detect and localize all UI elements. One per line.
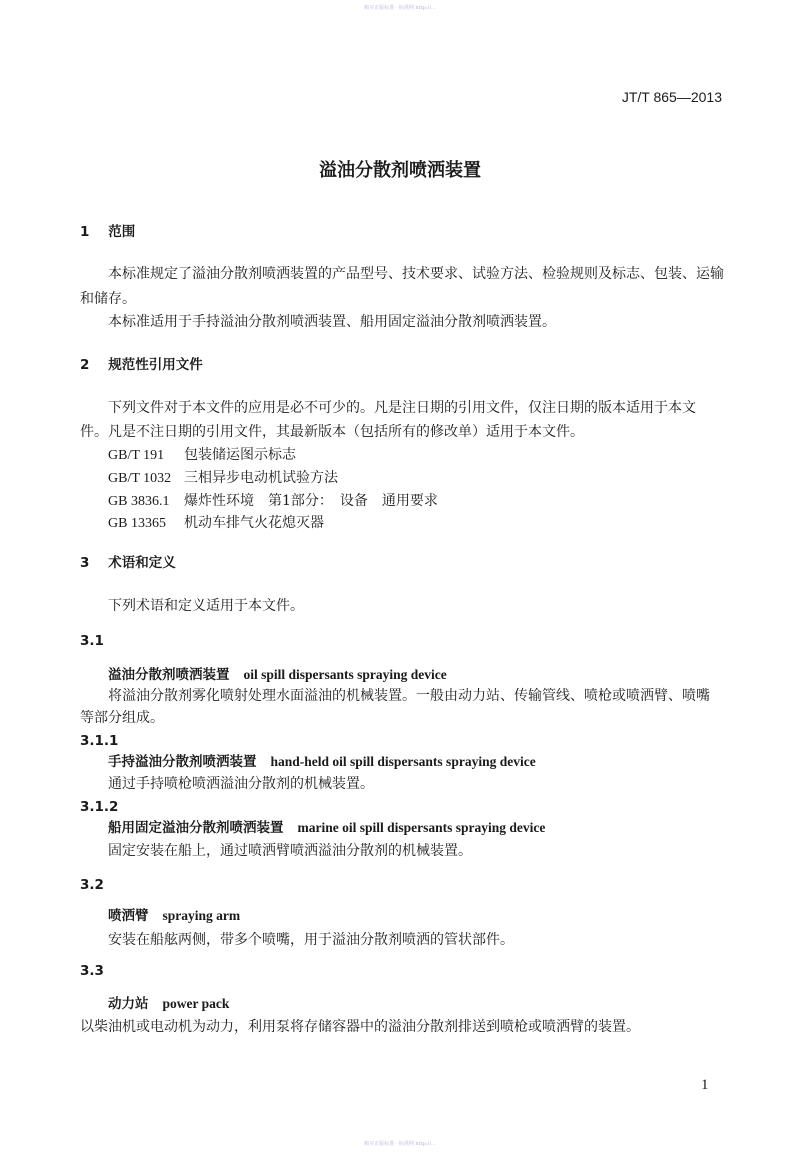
term-number: 3.1.2: [80, 799, 119, 815]
term-number: 3.3: [80, 963, 104, 979]
document-title: 溢油分散剂喷洒装置: [319, 160, 481, 181]
watermark-top: 购买正版标准 · 标准网 http://…: [364, 5, 436, 11]
term-title: 动力站 power pack: [108, 996, 230, 1012]
term-number: 3.1: [80, 633, 104, 649]
term-definition: 安装在船舷两侧，带多个喷嘴，用于溢油分散剂喷洒的管状部件。: [108, 932, 514, 948]
paragraph: 下列术语和定义适用于本文件。: [108, 598, 304, 614]
term-title: 溢油分散剂喷洒装置 oil spill dispersants spraying device: [108, 667, 447, 683]
paragraph: 下列文件对于本文件的应用是必不可少的。凡是注日期的引用文件，仅注日期的版本适用于本文: [108, 400, 696, 416]
paragraph: 本标准适用于手持溢油分散剂喷洒装置、船用固定溢油分散剂喷洒装置。: [108, 314, 556, 330]
term-title: 喷洒臂 spraying arm: [108, 908, 241, 924]
term-definition: 将溢油分散剂雾化喷射处理水面溢油的机械装置。一般由动力站、传输管线、喷枪或喷洒臂、喷嘴: [108, 688, 710, 704]
paragraph: 本标准规定了溢油分散剂喷洒装置的产品型号、技术要求、试验方法、检验规则及标志、包装、运输: [108, 266, 724, 282]
term-number: 3.2: [80, 877, 104, 893]
section-1-heading: 1 范围: [80, 224, 136, 240]
term-definition: 等部分组成。: [80, 710, 164, 726]
term-number: 3.1.1: [80, 733, 119, 749]
reference-item: GB/T 191 包装储运图示标志: [108, 447, 296, 463]
paragraph: 件。凡是不注日期的引用文件，其最新版本（包括所有的修改单）适用于本文件。: [80, 424, 584, 440]
reference-item: GB 13365 机动车排气火花熄灭器: [108, 515, 324, 531]
term-title: 船用固定溢油分散剂喷洒装置 marine oil spill dispersants spraying device: [108, 820, 546, 836]
watermark-bottom: 购买正版标准 · 标准网 http://…: [364, 1141, 436, 1147]
term-definition: 固定安装在船上，通过喷洒臂喷洒溢油分散剂的机械装置。: [108, 843, 472, 859]
paragraph: 和储存。: [80, 291, 136, 307]
reference-item: GB/T 1032 三相异步电动机试验方法: [108, 470, 338, 486]
term-definition: 以柴油机或电动机为动力，利用泵将存储容器中的溢油分散剂排送到喷枪或喷洒臂的装置。: [80, 1019, 640, 1035]
term-definition: 通过手持喷枪喷洒溢油分散剂的机械装置。: [108, 776, 374, 792]
standard-code: JT/T 865—2013: [621, 89, 722, 105]
section-2-heading: 2 规范性引用文件: [80, 357, 203, 373]
reference-item: GB 3836.1 爆炸性环境 第1部分： 设备 通用要求: [108, 493, 438, 509]
term-title: 手持溢油分散剂喷洒装置 hand-held oil spill dispersants spraying device: [108, 754, 536, 770]
page-number: 1: [701, 1077, 709, 1093]
section-3-heading: 3 术语和定义: [80, 555, 176, 571]
